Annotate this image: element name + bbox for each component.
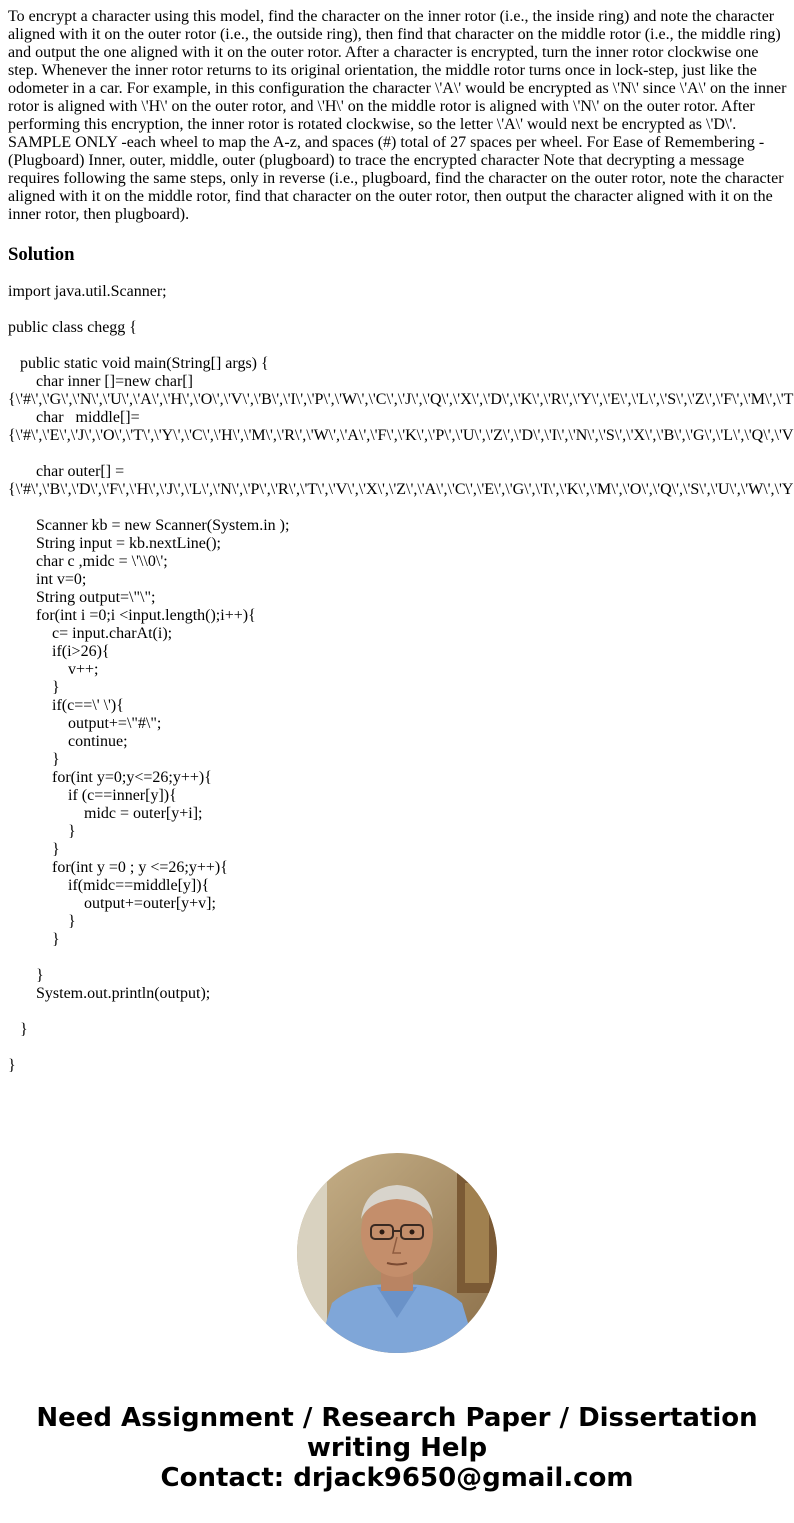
code-line: }: [8, 841, 60, 858]
code-line: [8, 1003, 794, 1021]
code-line: [8, 301, 794, 319]
code-line: char c ,midc = \'\\0\';: [8, 553, 168, 570]
code-line: {\'#\',\'E\',\'J\',\'O\',\'T\',\'Y\',\'C\',\'H\',\'M\',\'R\',\'W\',\'A\',\'F\',\'K\',\'P\',\'U\',\'Z\',\'D\',\'I\',\'N\',\'S\',\'X\',\'B\',\'G\',\'L\',\'Q\',\'V: [8, 427, 794, 444]
code-line: }: [8, 931, 60, 948]
code-line: for(int y =0 ; y <=26;y++){: [8, 859, 228, 876]
footer-line-2: writing Help: [306, 1433, 488, 1463]
footer-line-1: Need Assignment / Research Paper / Dissertation: [36, 1403, 758, 1433]
code-line: if(c==\' \'){: [8, 697, 124, 714]
author-avatar: [297, 1153, 497, 1353]
code-line: [8, 445, 794, 463]
code-line: for(int i =0;i <input.length();i++){: [8, 607, 256, 624]
code-line: [8, 337, 794, 355]
code-line: System.out.println(output);: [8, 985, 211, 1002]
code-line: import java.util.Scanner;: [8, 283, 167, 300]
code-line: midc = outer[y+i];: [8, 805, 203, 822]
code-block: [8, 283, 794, 1075]
code-line: output+=\"#\";: [8, 715, 162, 732]
code-line: if(i>26){: [8, 643, 110, 660]
code-line: }: [8, 1021, 28, 1038]
code-line: c= input.charAt(i);: [8, 625, 173, 642]
problem-statement: To encrypt a character using this model, find the character on the inner rotor (i.e., the inside ring) and note the character aligned with it on the outer rotor (i.e., the outside ring), then find that character on the middle rotor (i.e., the middle ring) and output the one aligned with it on the outer rotor. After a character is encrypted, turn the inner rotor clockwise one step. Whenever the inner rotor returns to its original orientation, the middle rotor turns once in lock-step, just like the odometer in a car. For example, in this configuration the character \'A\' would be encrypted as \'N\' since \'A\' on the inner rotor is aligned with \'H\' on the outer rotor, and \'H\' on the middle rotor is aligned with \'N\' on the outer rotor. After performing this encryption, the inner rotor is rotated clockwise, so the letter \'A\' would next be encrypted as \'D\'. SAMPLE ONLY -each wheel to map the A-z, and spaces (#) total of 27 spaces per wheel. For Ease of Remembering -(Plugboard) Inner, outer, middle, outer (plugboard) to trace the encrypted character Note that decrypting a message requires following the same steps, only in reverse (i.e., plugboard, find the character on the outer rotor, note the character aligned with it on the middle rotor, find that character on the outer rotor, then output the character aligned with it on the inner rotor, then plugboard).: [8, 8, 787, 223]
code-line: v++;: [8, 661, 99, 678]
code-line: }: [8, 751, 60, 768]
code-line: String input = kb.nextLine();: [8, 535, 221, 552]
code-line: String output=\"\";: [8, 589, 156, 606]
code-line: }: [8, 913, 76, 930]
code-line: continue;: [8, 733, 128, 750]
code-line: Scanner kb = new Scanner(System.in );: [8, 517, 290, 534]
code-line: output+=outer[y+v];: [8, 895, 216, 912]
code-line: public class chegg {: [8, 319, 137, 336]
code-line: }: [8, 967, 44, 984]
code-line: if (c==inner[y]){: [8, 787, 177, 804]
solution-heading: Solution: [8, 244, 75, 265]
code-line: public static void main(String[] args) {: [8, 355, 269, 372]
code-line: }: [8, 1057, 16, 1074]
code-line: [8, 499, 794, 517]
document-body: [8, 8, 794, 1075]
code-line: for(int y=0;y<=26;y++){: [8, 769, 212, 786]
code-line: [8, 949, 794, 967]
code-line: if(midc==middle[y]){: [8, 877, 210, 894]
author-photo: [297, 1153, 497, 1353]
code-line: {\'#\',\'B\',\'D\',\'F\',\'H\',\'J\',\'L\',\'N\',\'P\',\'R\',\'T\',\'V\',\'X\',\'Z\',\'A\',\'C\',\'E\',\'G\',\'I\',\'K\',\'M\',\'O\',\'Q\',\'S\',\'U\',\'W\',\'Y: [8, 481, 794, 498]
code-line: char middle[]=: [8, 409, 140, 426]
code-line: {\'#\',\'G\',\'N\',\'U\',\'A\',\'H\',\'O\',\'V\',\'B\',\'I\',\'P\',\'W\',\'C\',\'J\',\'Q\',\'X\',\'D\',\'K\',\'R\',\'Y\',\'E\',\'L\',\'S\',\'Z\',\'F\',\'M\',\'T: [8, 391, 794, 408]
footer-advertisement: [0, 1403, 794, 1493]
code-line: int v=0;: [8, 571, 87, 588]
code-line: }: [8, 823, 76, 840]
code-line: [8, 1039, 794, 1057]
footer-contact: Contact: drjack9650@gmail.com: [160, 1463, 634, 1493]
code-line: char outer[] =: [8, 463, 125, 480]
code-line: char inner []=new char[]: [8, 373, 193, 390]
code-line: }: [8, 679, 60, 696]
